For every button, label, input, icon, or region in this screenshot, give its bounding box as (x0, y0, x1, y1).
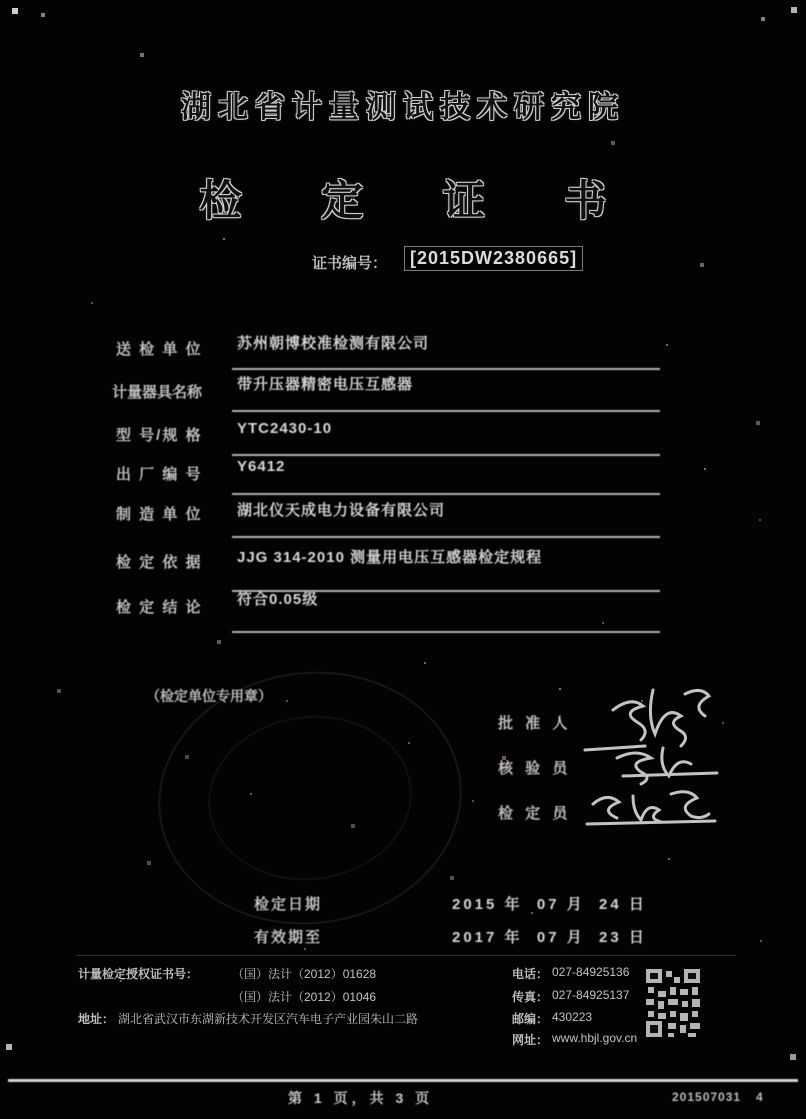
field-label-basis: 检 定 依 据 (116, 554, 203, 571)
field-value-serial: Y6412 (237, 458, 286, 475)
field-label-instrument: 计量器具名称 (112, 384, 203, 401)
license-no-1: （国）法计（2012）01628 (232, 967, 377, 981)
qr-code (644, 967, 702, 1039)
date-label-valid-until: 有效期至 (254, 929, 323, 946)
phone-value: 027-84925136 (552, 965, 630, 979)
signature-verifier (593, 792, 709, 822)
fax-label: 传真： (512, 990, 549, 1004)
website-value: www.hbjl.gov.cn (552, 1031, 638, 1045)
stamp-note: （检定单位专用章） (146, 688, 272, 704)
field-value-conclusion: 符合0.05级 (237, 591, 319, 608)
fax-value: 027-84925137 (552, 988, 630, 1002)
zip-label: 邮编： (512, 1012, 549, 1026)
signature-approver (613, 690, 709, 746)
field-label-serial: 出 厂 编 号 (116, 466, 203, 483)
field-label-conclusion: 检 定 结 论 (116, 599, 203, 616)
cert-no-label: 证书编号： (312, 255, 388, 272)
date-value-valid-until: 2017 年 07 月 23 日 (452, 929, 647, 946)
field-underline (232, 410, 660, 412)
signer-label-approver: 批 准 人 (498, 715, 572, 732)
org-title: 湖北省计量测试技术研究院 (181, 91, 625, 124)
signer-label-verifier: 检 定 员 (498, 805, 572, 822)
doc-code: 201507031 (672, 1090, 742, 1104)
field-underline (232, 631, 660, 633)
signature-underline-2 (587, 821, 715, 824)
footer-divider (76, 955, 736, 956)
page-info: 第 1 页，共 3 页 (288, 1090, 434, 1106)
field-underline (232, 536, 660, 538)
cert-no-value: [2015DW2380665] (404, 246, 583, 271)
address-value: 湖北省武汉市东湖新技术开发区汽车电子产业园朱山二路 (118, 1012, 419, 1026)
field-underline (232, 493, 660, 495)
bottom-rule (8, 1079, 798, 1082)
website-label: 网址： (512, 1033, 549, 1047)
zip-value: 430223 (552, 1010, 593, 1024)
signer-label-checker: 核 验 员 (498, 760, 572, 777)
license-label: 计量检定授权证书号： (78, 967, 199, 981)
date-label-verification: 检定日期 (254, 896, 323, 913)
scan-noise (0, 0, 2, 2)
signature-block (545, 672, 785, 842)
field-label-client: 送 检 单 位 (116, 341, 203, 358)
field-underline (232, 368, 660, 370)
signature-underline-1 (623, 773, 717, 776)
field-label-model: 型 号/规 格 (116, 427, 203, 444)
phone-label: 电话： (512, 967, 549, 981)
field-value-client: 苏州朝博校准检测有限公司 (237, 335, 430, 352)
field-underline (232, 454, 660, 456)
field-value-manufacturer: 湖北仪天成电力设备有限公司 (237, 502, 446, 519)
license-no-2: （国）法计（2012）01046 (232, 990, 377, 1004)
date-value-verification: 2015 年 07 月 24 日 (452, 896, 647, 913)
doc-title: 检 定 证 书 (199, 177, 641, 224)
signature-checker (585, 746, 691, 784)
field-value-model: YTC2430-10 (237, 420, 333, 437)
address-label: 地址： (78, 1012, 115, 1026)
field-value-basis: JJG 314-2010 测量用电压互感器检定规程 (237, 549, 543, 566)
field-value-instrument: 带升压器精密电压互感器 (237, 376, 414, 393)
field-label-manufacturer: 制 造 单 位 (116, 506, 203, 523)
doc-code-suffix: 4 (756, 1090, 764, 1104)
